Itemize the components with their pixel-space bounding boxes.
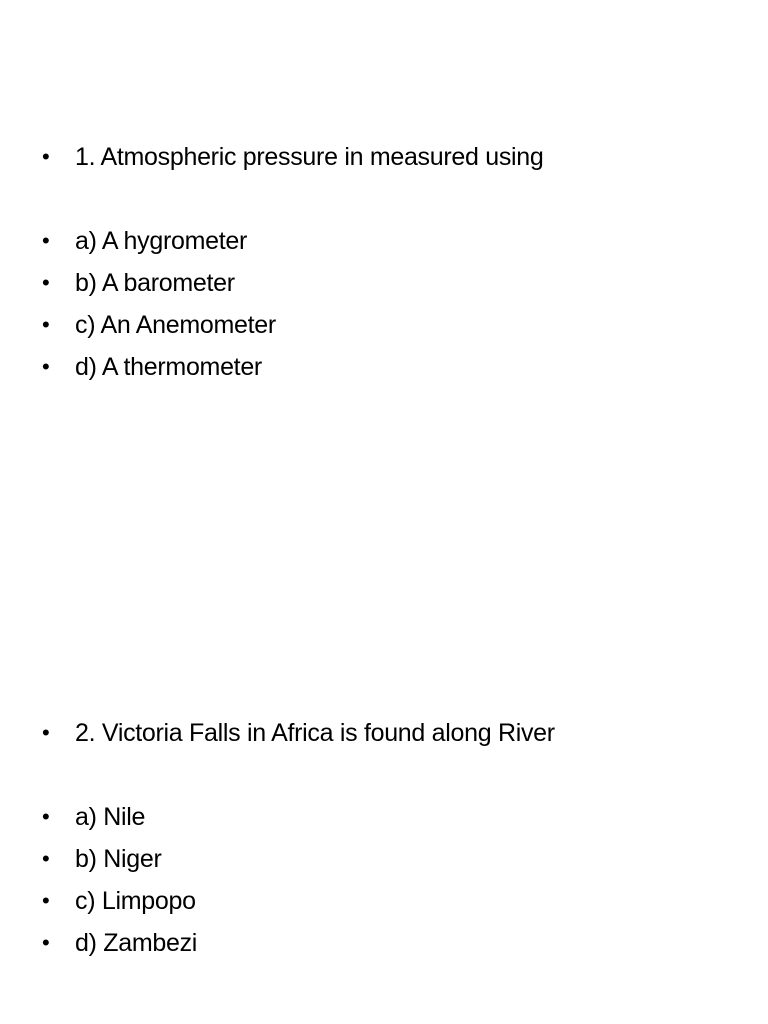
option-row bbox=[0, 842, 740, 876]
option-text: a) A hygrometer bbox=[75, 227, 247, 255]
option-row bbox=[0, 800, 740, 834]
option-row bbox=[0, 308, 740, 342]
question-prompt-row bbox=[0, 716, 740, 750]
option-text: c) Limpopo bbox=[75, 887, 196, 915]
option-row bbox=[0, 884, 740, 918]
option-row bbox=[0, 224, 740, 258]
bullet-icon: • bbox=[42, 354, 50, 379]
option-row bbox=[0, 350, 740, 384]
bullet-icon: • bbox=[42, 720, 50, 745]
question-prompt-row bbox=[0, 140, 740, 174]
option-text: d) A thermometer bbox=[75, 353, 262, 381]
question-prompt: 1. Atmospheric pressure in measured using bbox=[75, 143, 544, 171]
bullet-icon: • bbox=[42, 270, 50, 295]
option-row bbox=[0, 926, 740, 960]
bullet-icon: • bbox=[42, 888, 50, 913]
bullet-icon: • bbox=[42, 804, 50, 829]
bullet-icon: • bbox=[42, 846, 50, 871]
bullet-icon: • bbox=[42, 228, 50, 253]
bullet-icon: • bbox=[42, 930, 50, 955]
option-text: a) Nile bbox=[75, 803, 146, 831]
option-text: b) Niger bbox=[75, 845, 162, 873]
option-text: c) An Anemometer bbox=[75, 311, 276, 339]
option-text: b) A barometer bbox=[75, 269, 235, 297]
question-prompt: 2. Victoria Falls in Africa is found along River bbox=[75, 719, 555, 747]
option-text: d) Zambezi bbox=[75, 929, 198, 957]
bullet-icon: • bbox=[42, 312, 50, 337]
bullet-icon: • bbox=[42, 144, 50, 169]
option-row bbox=[0, 266, 740, 300]
